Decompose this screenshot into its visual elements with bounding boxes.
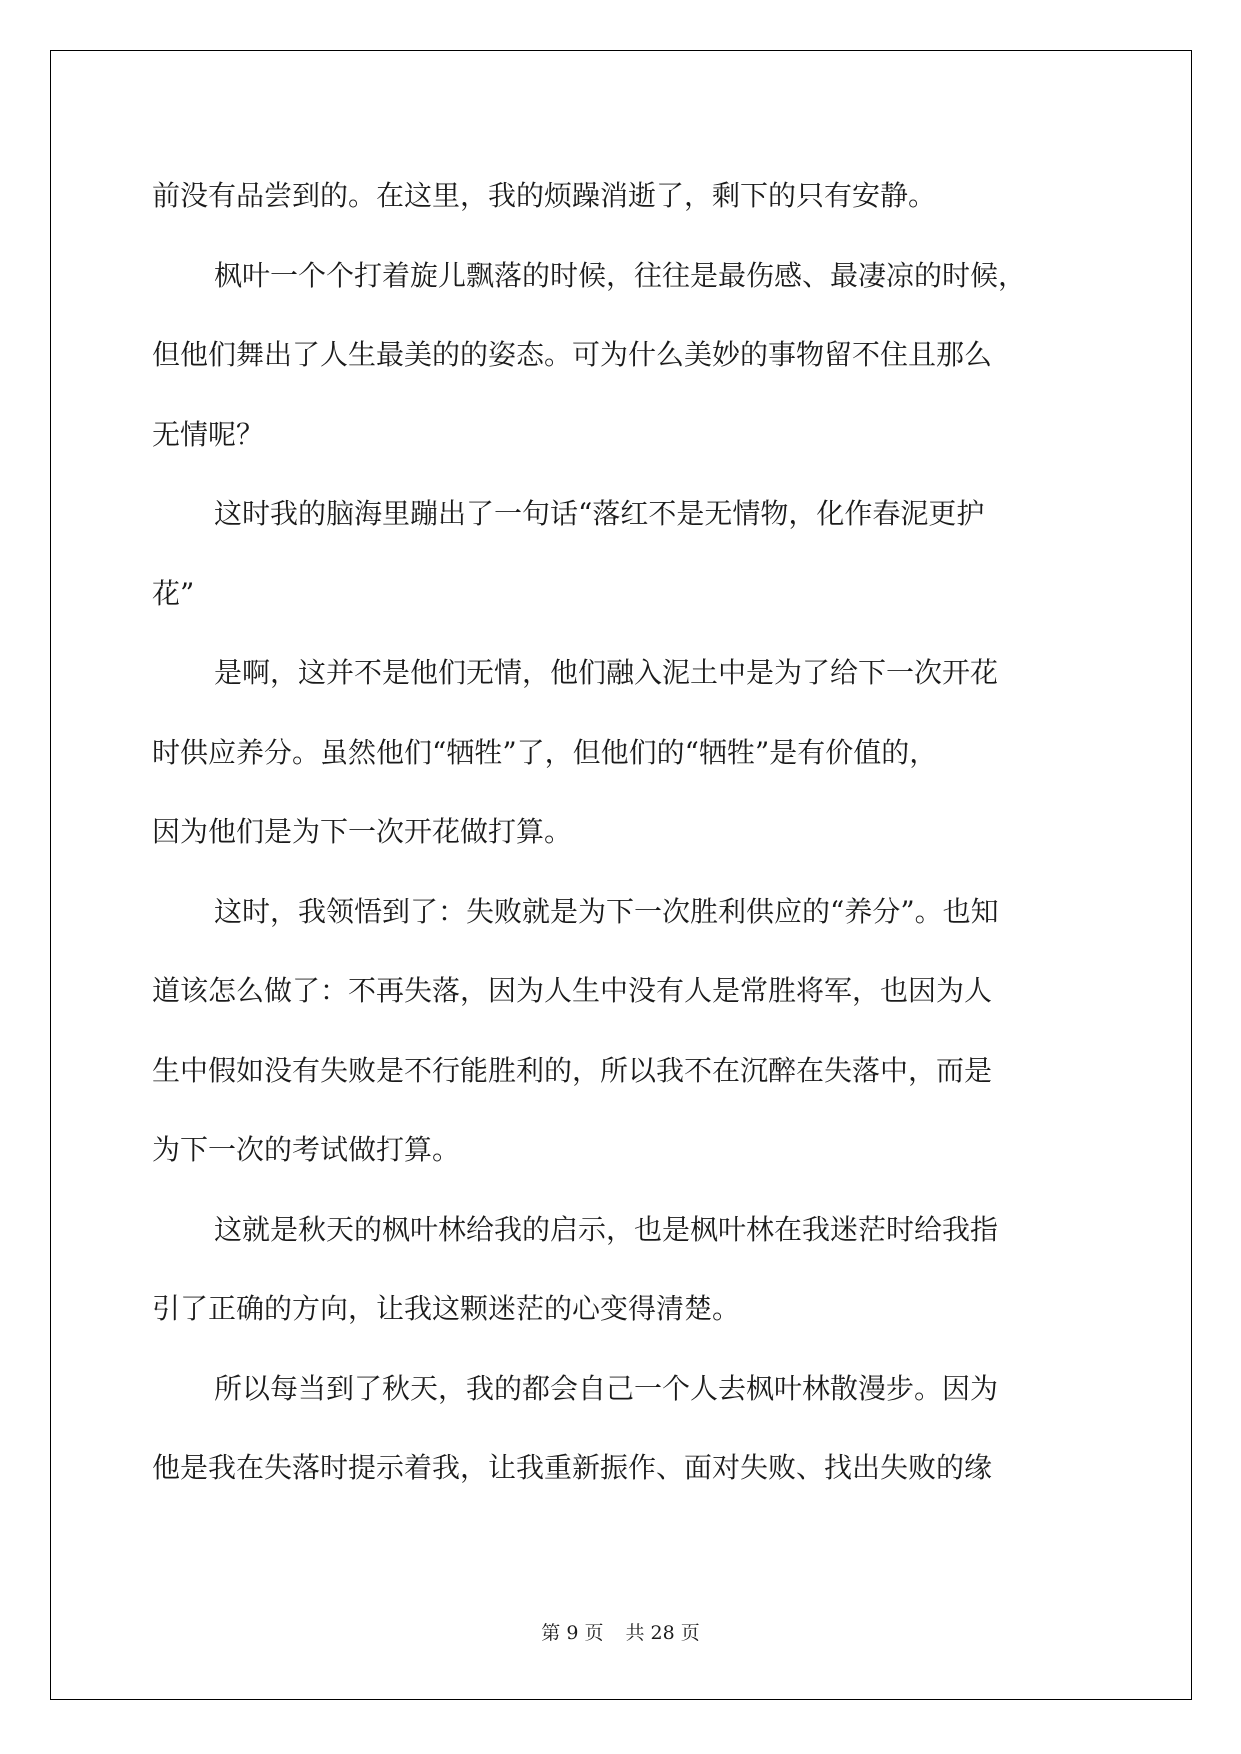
text-line: 枫叶一个个打着旋儿飘落的时候，往往是最伤感、最凄凉的时候， <box>214 258 1027 292</box>
document-body <box>152 156 1087 1508</box>
text-line: 这时，我领悟到了：失败就是为下一次胜利供应的“养分”。也知 <box>214 894 999 928</box>
text-line: 他是我在失落时提示着我，让我重新振作、面对失败、找出失败的缘 <box>152 1451 993 1484</box>
text-line: 生中假如没有失败是不行能胜利的，所以我不在沉醉在失落中，而是 <box>152 1053 993 1087</box>
text-line: 时供应养分。虽然他们“牺牲”了，但他们的“牺牲”是有价值的， <box>152 735 938 769</box>
text-line: 引了正确的方向，让我这颗迷茫的心变得清楚。 <box>152 1292 741 1325</box>
text-line: 是啊，这并不是他们无情，他们融入泥土中是为了给下一次开花 <box>214 656 999 689</box>
page-footer <box>0 1618 1241 1645</box>
text-line: 花” <box>152 576 195 610</box>
text-line: 但他们舞出了人生最美的的姿态。可为什么美妙的事物留不住且那么 <box>152 338 993 371</box>
text-line: 这就是秋天的枫叶林给我的启示，也是枫叶林在我迷茫时给我指 <box>214 1212 999 1246</box>
text-line: 因为他们是为下一次开花做打算。 <box>152 815 573 848</box>
text-line: 无情呢？ <box>152 417 265 451</box>
text-line: 为下一次的考试做打算。 <box>152 1133 461 1166</box>
total-pages: 共 28 页 <box>625 1622 700 1644</box>
text-line: 前没有品尝到的。在这里，我的烦躁消逝了，剩下的只有安静。 <box>152 179 937 212</box>
text-line: 这时我的脑海里蹦出了一句话“落红不是无情物，化作春泥更护 <box>214 497 985 530</box>
text-line: 所以每当到了秋天，我的都会自己一个人去枫叶林散漫步。因为 <box>214 1371 999 1405</box>
text-line: 道该怎么做了：不再失落，因为人生中没有人是常胜将军，也因为人 <box>152 974 993 1007</box>
page-number: 第 9 页 <box>541 1622 604 1644</box>
